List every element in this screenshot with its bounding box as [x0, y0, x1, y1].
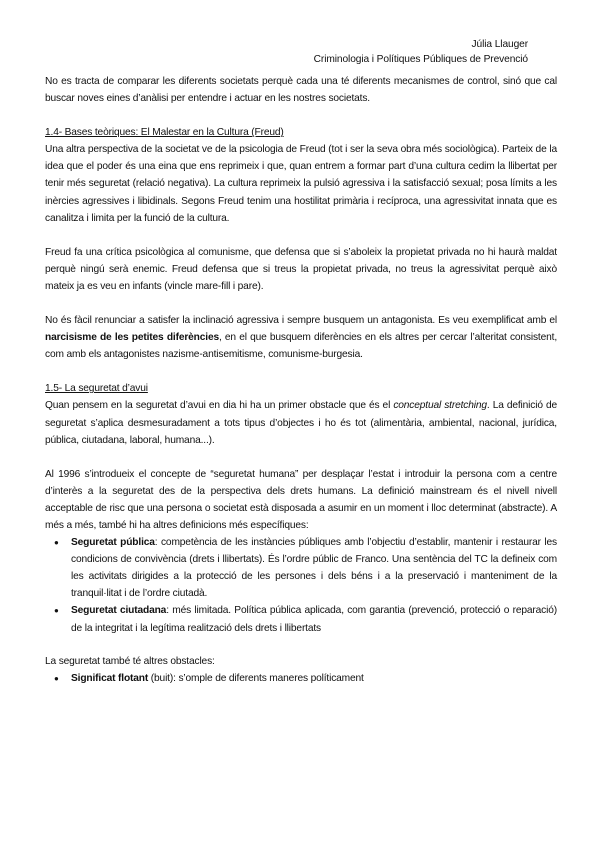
definition-text: : competència de les instàncies públiques amb l’objectiu d’establir, mantenir i restaurar les condicions de convivència (drets i llibertats). És l’ordre públic de Franco. Una sentència del TC la defineix com les activitats dirigides a la protecció de les persones i dels béns i a la preservació i manteniment de la tranquil·litat i de l’ordre ciutadà. [71, 537, 557, 600]
section-1-5-paragraph-2: Al 1996 s’introdueix el concepte de “seguretat humana” per desplaçar l’estat i introduir la persona com a centre d’interès a la seguretat des de la perspectiva dels drets humans. La definició mainstream és el nivell nivell acceptable de risc que una persona o societat està disposada a asumir en un moment i lloc determinat (abstracte). A més a més, també hi ha altres definicions més específiques: [45, 468, 557, 531]
definition-text: : més limitada. Política pública aplicada, com garantia (prevenció, protecció o reparació) de la integritat i la legítima realització dels drets i llibertats [71, 605, 557, 634]
paragraph-3-end: , en el que busquem diferències en els altres per cercar l’alteritat consistent, com amb els antagonistes nazisme-antisemitisme, comunisme-burgesia. [45, 332, 557, 361]
definition-term: Seguretat ciutadana [71, 605, 167, 617]
list-item [45, 670, 557, 687]
paragraph-1-end: . La definició de seguretat s’aplica desmesuradament a tots tipus d’objectes i ho és tot (alimentària, ambiental, nacional, jurídica, pública, ciutadana, laboral, humana...). [45, 400, 558, 446]
paragraph-1-start: Quan pensem en la seguretat d’avui en dia hi ha un primer obstacle que és el [45, 400, 394, 412]
obstacle-text: (buit): s’omple de diferents maneres políticament [148, 672, 364, 684]
section-1-5-paragraph-1 [45, 397, 557, 448]
narcisisme-bold-term: narcisisme de les petites diferències [45, 332, 219, 344]
bullet-icon: ● [54, 538, 59, 548]
header-author: Júlia Llauger [471, 39, 528, 50]
section-1-5-heading: 1.5- La seguretat d’avui [45, 383, 148, 395]
section-1-4-paragraph-2: Freud fa una crítica psicològica al comunisme, que defensa que si s’aboleix la propietat privada no hi haurà maldat perquè ningú serà enemic. Freud defensa que si treus la propietat privada, no treus la agressivitat perquè això mateix ja es veu en infants (vincle mare-fill i pare). [45, 246, 557, 292]
definitions-list [45, 534, 557, 637]
intro-paragraph: No es tracta de comparar les diferents societats perquè cada una té diferents mecanismes de control, sinó que cal buscar noves eines d’anàlisi per entendre i actuar en les nostres societats. [45, 76, 557, 105]
paragraph-3-start: No és fàcil renunciar a satisfer la inclinació agressiva i sempre busquem un antagonista. Es veu exemplificat amb el [45, 315, 557, 327]
obstacle-term: Significat flotant [71, 672, 149, 684]
header-course: Criminologia i Polítiques Públiques de Prevenció [313, 54, 528, 65]
definition-term: Seguretat pública [71, 537, 155, 549]
conceptual-stretching-term: conceptual stretching [393, 400, 487, 412]
list-item [45, 534, 557, 602]
section-1-4-paragraph-3 [45, 312, 557, 363]
document-body [45, 73, 557, 687]
obstacles-list [45, 670, 557, 687]
page-header [314, 37, 528, 67]
list-item [45, 602, 557, 636]
bullet-icon: ● [54, 606, 59, 616]
bullet-icon: ● [54, 673, 59, 683]
section-1-4-heading: 1.4- Bases teòriques: El Malestar en la Cultura (Freud) [45, 127, 284, 139]
section-1-4-paragraph-1: Una altra perspectiva de la societat ve de la psicologia de Freud (tot i ser la seva obra més sociològica). Parteix de la idea que el poder és una eina que ens reprimeix i que, quan entrem a formar part d’una cultura cedim la llibertat per tenir més seguretat (relació negativa). La cultura reprimeix la pulsió agressiva i la satisfacció sexual; posa límits a les inèrcies agressives i libidinals. Segons Freud tenim una hostilitat primària i recíproca, una agressivitat innata que es canalitza i limita per la funció de la cultura. [45, 144, 557, 224]
obstacles-intro: La seguretat també té altres obstacles: [45, 655, 215, 667]
